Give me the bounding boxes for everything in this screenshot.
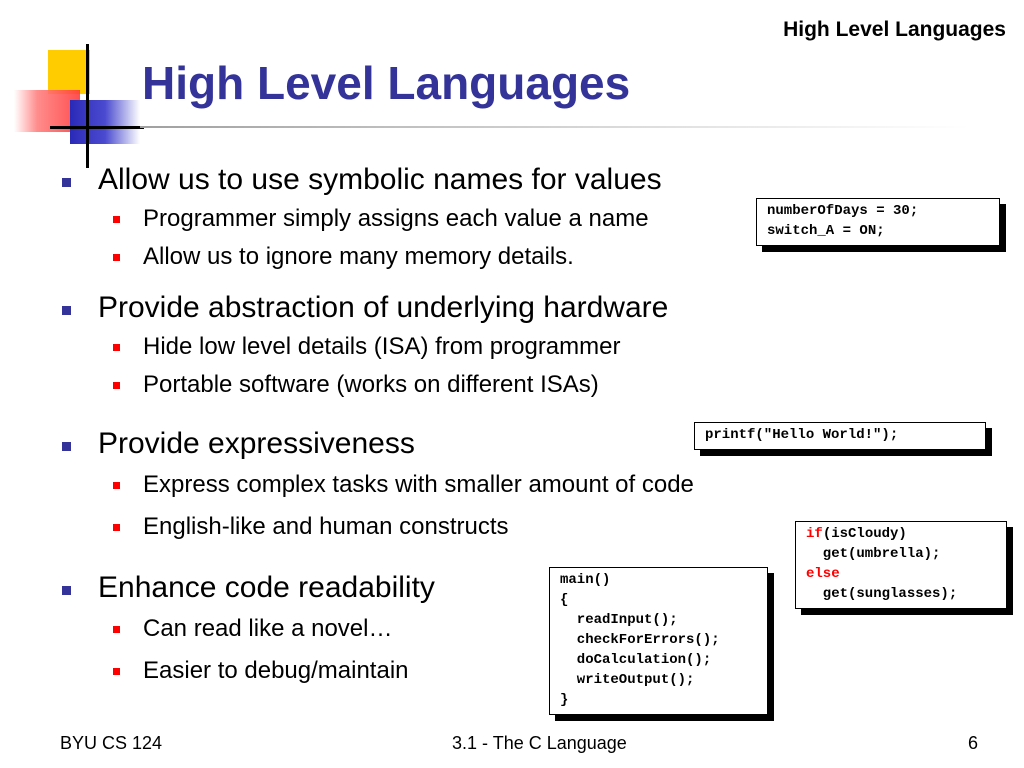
sub-bullet-square-icon [113, 254, 120, 261]
code-box-main [549, 567, 768, 715]
sub-bullet-square-icon [113, 382, 120, 389]
code-line: main() [560, 572, 611, 588]
sub-bullet-text: Hide low level details (ISA) from programmer [143, 333, 621, 360]
bullet-item [60, 288, 820, 328]
sub-bullet-list [60, 200, 820, 276]
sub-bullet-text: Allow us to ignore many memory details. [143, 243, 574, 270]
sub-bullet-square-icon [113, 626, 120, 633]
sub-bullet-list [60, 464, 820, 548]
sub-bullet-list [60, 328, 820, 404]
code-line: get(sunglasses); [806, 586, 958, 602]
code-keyword: if [806, 526, 823, 542]
header-title: High Level Languages [783, 18, 1006, 41]
code-line: { [560, 592, 569, 608]
bullet-text: Enhance code readability [98, 571, 435, 604]
bullet-square-icon [62, 178, 71, 187]
code-line: (isCloudy) [822, 526, 907, 542]
code-line: readInput(); [560, 612, 678, 628]
sub-bullet-text: Express complex tasks with smaller amount of code [143, 471, 694, 498]
bullet-square-icon [62, 586, 71, 595]
sub-bullet-item [60, 328, 820, 366]
sub-bullet-item [60, 366, 820, 404]
code-box-variables [756, 198, 1000, 246]
code-box-if-else [795, 521, 1007, 609]
code-line: numberOfDays = 30; [767, 203, 919, 219]
page-number: 6 [967, 733, 978, 753]
sub-bullet-text: Easier to debug/maintain [143, 657, 409, 684]
yellow-square [48, 50, 90, 94]
vertical-line [86, 44, 89, 168]
sub-bullet-square-icon [113, 524, 120, 531]
blue-square [70, 100, 140, 144]
sub-bullet-text: English-like and human constructs [143, 513, 509, 540]
code-line: printf("Hello World!"); [705, 427, 899, 443]
bullet-text: Provide expressiveness [98, 427, 415, 460]
sub-bullet-text: Can read like a novel… [143, 615, 393, 642]
footer-center: 3.1 - The C Language [452, 733, 627, 753]
title-divider [140, 126, 970, 128]
code-line: doCalculation(); [560, 652, 712, 668]
sub-bullet-item [60, 200, 820, 238]
sub-bullet-text: Portable software (works on different ISAs) [143, 371, 599, 398]
bullet-text: Allow us to use symbolic names for values [98, 163, 662, 196]
sub-bullet-item [60, 238, 820, 276]
sub-bullet-square-icon [113, 482, 120, 489]
code-keyword: else [806, 566, 840, 582]
bullet-text: Provide abstraction of underlying hardware [98, 291, 669, 324]
code-line: checkForErrors(); [560, 632, 720, 648]
bullet-square-icon [62, 442, 71, 451]
code-box-printf [694, 422, 986, 450]
sub-bullet-square-icon [113, 668, 120, 675]
sub-bullet-square-icon [113, 216, 120, 223]
footer-left: BYU CS 124 [60, 733, 163, 753]
code-line: writeOutput(); [560, 672, 695, 688]
sub-bullet-item [60, 506, 820, 548]
code-line: switch_A = ON; [767, 223, 885, 239]
horizontal-line [50, 126, 144, 129]
bullet-item [60, 160, 820, 200]
bullet-group [60, 160, 820, 276]
slide-title: High Level Languages [142, 57, 631, 109]
bullet-square-icon [62, 306, 71, 315]
bullet-group [60, 288, 820, 404]
sub-bullet-square-icon [113, 344, 120, 351]
code-line: } [560, 692, 569, 708]
sub-bullet-text: Programmer simply assigns each value a name [143, 205, 649, 232]
sub-bullet-item [60, 464, 820, 506]
code-line: get(umbrella); [806, 546, 941, 562]
